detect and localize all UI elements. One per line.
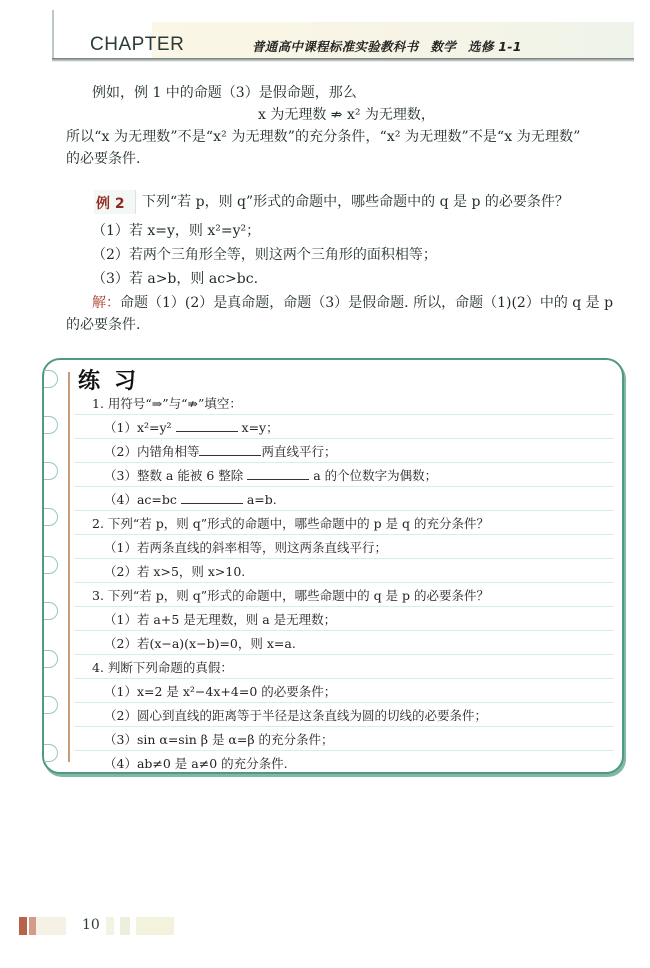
ruled-line bbox=[74, 702, 614, 703]
item-right: 两直线平行； bbox=[261, 444, 337, 459]
example-label-box bbox=[94, 190, 136, 214]
exercise-q4-prompt: 4. 判断下列命题的真假： bbox=[92, 660, 233, 675]
fill-blank[interactable] bbox=[247, 468, 309, 480]
ruled-line bbox=[74, 678, 614, 679]
book-volume: 选修 1-1 bbox=[468, 39, 522, 54]
exercise-q1-item-3 bbox=[104, 468, 437, 484]
solution-label: 解： bbox=[92, 295, 120, 311]
item-left: （3）整数 a 能被 6 整除 bbox=[104, 468, 244, 483]
fill-blank[interactable] bbox=[176, 420, 238, 432]
example-item-3: （3）若 a>b，则 ac>bc. bbox=[92, 271, 259, 287]
fill-blank[interactable] bbox=[181, 492, 243, 504]
exercise-q2-prompt: 2. 下列“若 p，则 q”形式的命题中，哪些命题中的 p 是 q 的充分条件？ bbox=[92, 516, 490, 531]
footer-decor-block bbox=[29, 917, 36, 935]
example-item-1: （1）若 x=y，则 x²=y²； bbox=[92, 223, 261, 239]
footer-decor-block bbox=[106, 917, 114, 935]
exercise-q2-item-2: （2）若 x>5，则 x>10. bbox=[104, 564, 246, 579]
ruled-line bbox=[74, 534, 614, 535]
exercise-q4-item-1: （1）x=2 是 x²−4x+4=0 的必要条件； bbox=[104, 684, 337, 699]
book-title bbox=[252, 37, 522, 55]
exercise-q4-item-3: （3）sin α=sin β 是 α=β 的充分条件； bbox=[104, 732, 334, 747]
page-number: 10 bbox=[82, 917, 100, 933]
ruled-line bbox=[74, 606, 614, 607]
intro-line-4: 的必要条件. bbox=[66, 151, 141, 167]
exercise-q3-item-1: （1）若 a+5 是无理数，则 a 是无理数； bbox=[104, 612, 337, 627]
exercise-q4-item-4: （4）ab≠0 是 a≠0 的充分条件. bbox=[104, 756, 288, 771]
item-right: x=y； bbox=[241, 420, 279, 435]
exercise-q2-item-1: （1）若两条直线的斜率相等，则这两条直线平行； bbox=[104, 540, 387, 555]
chapter-label: CHAPTER bbox=[90, 34, 185, 55]
fill-blank[interactable] bbox=[199, 444, 261, 456]
exercise-q3-prompt: 3. 下列“若 p，则 q”形式的命题中，哪些命题中的 q 是 p 的必要条件？ bbox=[92, 588, 490, 603]
footer-decor-block bbox=[136, 917, 174, 935]
ruled-line bbox=[74, 462, 614, 463]
intro-line-3: 所以“x 为无理数”不是“x² 为无理数”的充分条件，“x² 为无理数”不是“x 为无理数” bbox=[66, 129, 581, 145]
item-right: a=b. bbox=[246, 492, 277, 507]
example-question: 下列“若 p，则 q”形式的命题中，哪些命题中的 q 是 p 的必要条件？ bbox=[142, 194, 569, 210]
footer-decor-block bbox=[120, 917, 130, 935]
ruled-line bbox=[74, 582, 614, 583]
book-series: 普通高中课程标准实验教科书 bbox=[252, 39, 419, 54]
intro-math-line: x 为无理数 ⇏ x² 为无理数， bbox=[258, 107, 435, 123]
ruled-line bbox=[74, 558, 614, 559]
footer-decor-block bbox=[19, 917, 27, 935]
book-subject: 数学 bbox=[430, 39, 457, 54]
exercise-q1-item-4 bbox=[104, 492, 277, 508]
ruled-line bbox=[74, 630, 614, 631]
intro-line-1: 例如，例 1 中的命题（3）是假命题，那么 bbox=[92, 85, 357, 101]
exercise-q1-item-2 bbox=[104, 444, 336, 460]
ruled-line bbox=[74, 726, 614, 727]
header-shadow bbox=[52, 58, 634, 62]
solution-text: 命题（1）(2）是真命题，命题（3）是假命题. 所以，命题（1)(2）中的 q 是 p bbox=[120, 295, 614, 311]
item-left: （2）内错角相等 bbox=[104, 444, 200, 459]
exercise-q3-item-2: （2）若(x−a)(x−b)=0，则 x=a. bbox=[104, 636, 296, 651]
example-item-2: （2）若两个三角形全等，则这两个三角形的面积相等； bbox=[92, 247, 437, 263]
solution-line-2: 的必要条件. bbox=[66, 317, 141, 333]
exercise-title: 练习 bbox=[78, 369, 151, 394]
item-right: a 的个位数字为偶数； bbox=[313, 468, 438, 483]
item-left: （4）ac=bc bbox=[104, 492, 177, 507]
exercise-margin-line bbox=[68, 372, 70, 762]
ruled-line bbox=[74, 654, 614, 655]
ruled-line bbox=[74, 486, 614, 487]
exercise-q1-prompt: 1. 用符号“⇒”与“⇏”填空： bbox=[92, 396, 242, 411]
solution-line-1 bbox=[92, 294, 613, 312]
page-header bbox=[52, 10, 634, 60]
exercise-q1-item-1 bbox=[104, 420, 279, 436]
item-left: （1）x²=y² bbox=[104, 420, 172, 435]
exercise-q4-item-2: （2）圆心到直线的距离等于半径是这条直线为圆的切线的必要条件； bbox=[104, 708, 487, 723]
example-label: 例 2 bbox=[96, 196, 125, 212]
footer-decor-block bbox=[36, 917, 66, 935]
ruled-line bbox=[74, 750, 614, 751]
ruled-line bbox=[74, 438, 614, 439]
ruled-line bbox=[74, 510, 614, 511]
ruled-line bbox=[74, 414, 614, 415]
